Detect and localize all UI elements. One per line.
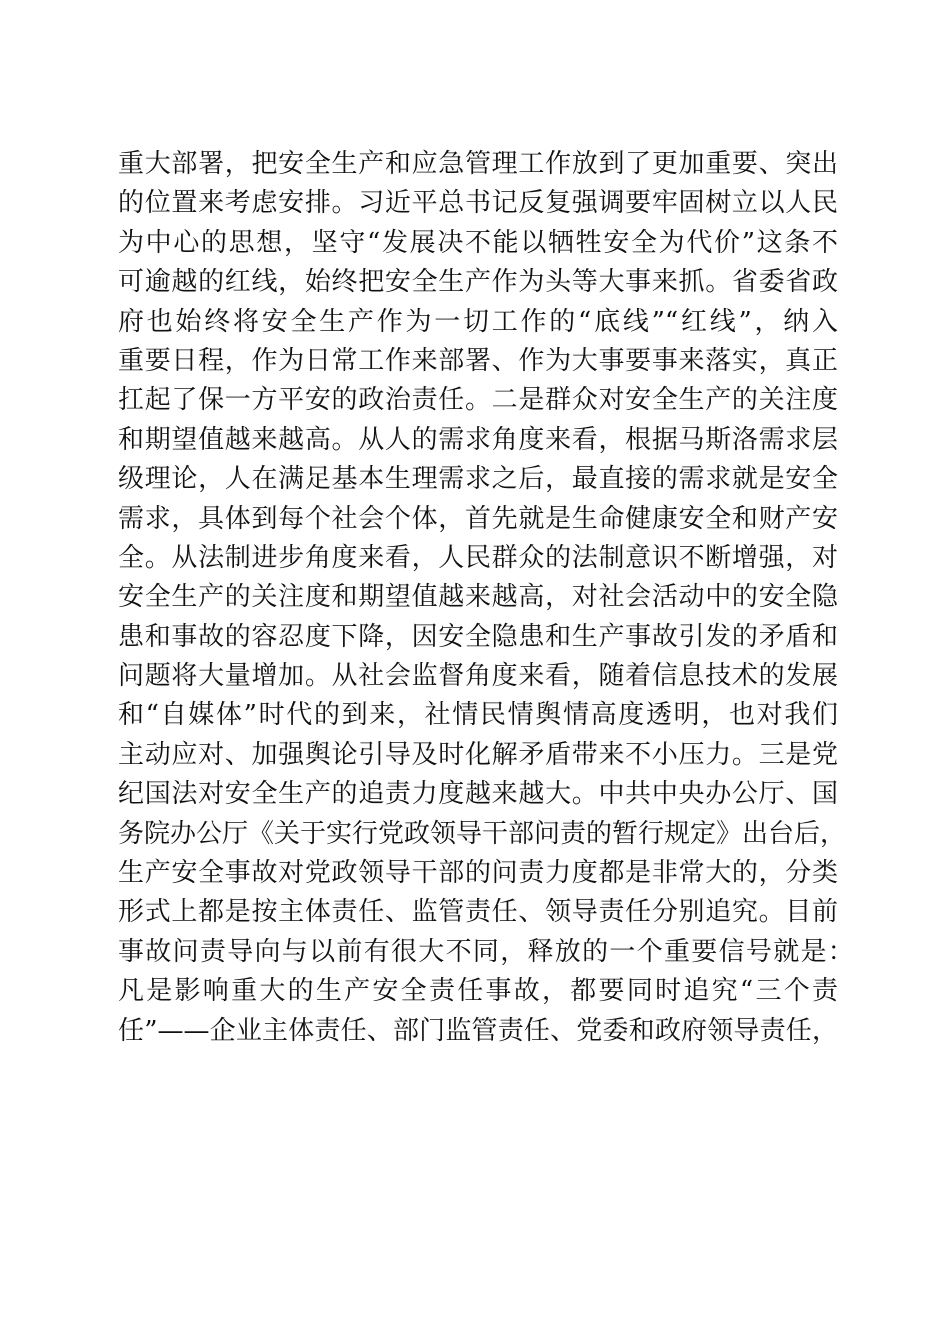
text-line: 主动应对、加强舆论引导及时化解矛盾带来不小压力。三是党 — [118, 739, 838, 770]
text-line: 务院办公厅《关于实行党政领导干部问责的暂行规定》出台后， — [118, 818, 847, 849]
text-line: 为中心的思想，坚守“发展决不能以牺牲安全为代价”这条不 — [118, 227, 838, 258]
text-line: 全。从法制进步角度来看，人民群众的法制意识不断增强，对 — [118, 542, 838, 573]
text-line: 和期望值越来越高。从人的需求角度来看，根据马斯洛需求层 — [118, 424, 838, 455]
body-text — [118, 145, 856, 1051]
text-line: 安全生产的关注度和期望值越来越高，对社会活动中的安全隐 — [118, 582, 838, 613]
text-line: 扛起了保一方平安的政治责任。二是群众对安全生产的关注度 — [118, 385, 838, 416]
text-line: 的位置来考虑安排。习近平总书记反复强调要牢固树立以人民 — [118, 188, 838, 219]
text-line: 和“自媒体”时代的到来，社情民情舆情高度透明，也对我们 — [118, 700, 838, 731]
text-line: 事故问责导向与以前有很大不同，释放的一个重要信号就是： — [118, 936, 856, 967]
text-line: 问题将大量增加。从社会监督角度来看，随着信息技术的发展 — [118, 661, 838, 692]
text-line: 级理论，人在满足基本生理需求之后，最直接的需求就是安全 — [118, 464, 838, 495]
text-line: 可逾越的红线，始终把安全生产作为头等大事来抓。省委省政 — [118, 267, 838, 298]
text-line: 凡是影响重大的生产安全责任事故，都要同时追究“三个责 — [118, 976, 838, 1007]
text-line: 重要日程，作为日常工作来部署、作为大事要事来落实，真正 — [118, 345, 838, 376]
text-line: 生产安全事故对党政领导干部的问责力度都是非常大的，分类 — [118, 858, 838, 889]
text-line: 形式上都是按主体责任、监管责任、领导责任分别追究。目前 — [118, 897, 838, 928]
text-line: 府也始终将安全生产作为一切工作的“底线”“红线”，纳入 — [118, 306, 838, 337]
text-line: 重大部署，把安全生产和应急管理工作放到了更加重要、突出 — [118, 149, 838, 179]
text-line: 患和事故的容忍度下降，因安全隐患和生产事故引发的矛盾和 — [118, 621, 838, 652]
text-line: 需求，具体到每个社会个体，首先就是生命健康安全和财产安 — [118, 503, 838, 534]
text-line: 纪国法对安全生产的追责力度越来越大。中共中央办公厅、国 — [118, 779, 838, 810]
text-line: 任”——企业主体责任、部门监管责任、党委和政府领导责任， — [118, 1015, 838, 1046]
